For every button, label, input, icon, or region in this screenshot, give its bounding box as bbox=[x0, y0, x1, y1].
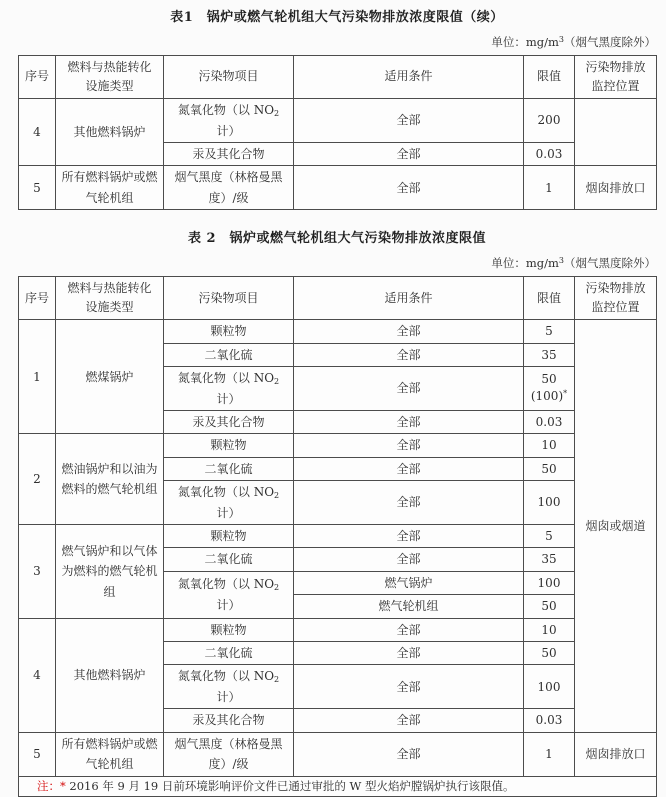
cell-limit: 35 bbox=[524, 343, 575, 366]
cell-pollutant-nox bbox=[164, 571, 294, 618]
cell-pollutant-nox bbox=[164, 99, 294, 143]
unit-superscript: 3 bbox=[558, 35, 564, 44]
cell-limit: 1 bbox=[524, 166, 575, 210]
header-facility-line1: 燃料与热能转化 bbox=[67, 59, 152, 74]
cell-pollutant-nox bbox=[164, 665, 294, 709]
nox-post: 计） bbox=[216, 123, 241, 138]
table-row bbox=[19, 166, 657, 210]
nox-pre: 氮氧化物（以 NO bbox=[177, 577, 275, 592]
cell-facility: 所有燃料锅炉或燃气轮机组 bbox=[56, 732, 164, 776]
nox-sub: 2 bbox=[274, 109, 280, 118]
table1-title: 表1 锅炉或燃气轮机组大气污染物排放浓度限值（续） bbox=[170, 10, 504, 25]
cell-serial: 4 bbox=[19, 618, 56, 732]
footnote-row bbox=[19, 776, 657, 796]
cell-limit: 35 bbox=[524, 548, 575, 571]
nox-pre: 氮氧化物（以 NO bbox=[177, 669, 275, 684]
cell-pollutant-nox bbox=[164, 366, 294, 410]
cell-condition: 全部 bbox=[294, 548, 524, 571]
cell-pollutant: 颗粒物 bbox=[164, 320, 294, 343]
nox-sub: 2 bbox=[274, 376, 280, 386]
table2-unit-label bbox=[18, 255, 656, 271]
cell-pollutant: 二氧化硫 bbox=[164, 457, 294, 480]
limit-line1: 50 bbox=[541, 372, 557, 387]
cell-condition: 全部 bbox=[294, 366, 524, 410]
limit-line2 bbox=[528, 388, 570, 405]
cell-pollutant: 二氧化硫 bbox=[164, 343, 294, 366]
cell-limit: 0.03 bbox=[524, 142, 575, 165]
header-limit: 限值 bbox=[524, 277, 575, 320]
cell-limit: 100 bbox=[524, 665, 575, 709]
header-pollutant: 污染物项目 bbox=[164, 277, 294, 320]
cell-serial: 1 bbox=[19, 320, 56, 434]
table-row bbox=[19, 732, 657, 776]
cell-pollutant: 颗粒物 bbox=[164, 618, 294, 641]
cell-pollutant: 二氧化硫 bbox=[164, 548, 294, 571]
cell-pollutant: 颗粒物 bbox=[164, 525, 294, 548]
nox-pre: 氮氧化物（以 NO bbox=[177, 370, 275, 385]
nox-post: 计） bbox=[216, 391, 241, 406]
cell-serial: 3 bbox=[19, 525, 56, 619]
cell-limit: 100 bbox=[524, 571, 575, 594]
cell-facility: 所有燃料锅炉或燃气轮机组 bbox=[56, 166, 164, 210]
cell-condition: 全部 bbox=[294, 410, 524, 433]
unit-suffix: （烟气黑度除外） bbox=[564, 35, 656, 49]
footnote-marker: 注：* bbox=[37, 779, 66, 794]
cell-serial: 4 bbox=[19, 99, 56, 166]
table-row bbox=[19, 320, 657, 343]
header-monitor-line2: 监控位置 bbox=[591, 79, 640, 93]
limit-paren: (100) bbox=[530, 389, 564, 404]
cell-facility: 燃煤锅炉 bbox=[56, 320, 164, 434]
cell-monitor-merged: 烟囱或烟道 bbox=[575, 320, 657, 733]
header-limit: 限值 bbox=[524, 56, 575, 99]
cell-limit: 0.03 bbox=[524, 709, 575, 732]
nox-sub: 2 bbox=[274, 675, 280, 685]
table1-header-row bbox=[19, 56, 657, 99]
cell-condition: 燃气轮机组 bbox=[294, 595, 524, 618]
cell-pollutant: 汞及其化合物 bbox=[164, 709, 294, 732]
table1-unit-label bbox=[18, 34, 656, 50]
nox-post: 计） bbox=[216, 505, 241, 520]
nox-post: 计） bbox=[216, 690, 241, 705]
cell-serial: 5 bbox=[19, 166, 56, 210]
cell-pollutant: 烟气黑度（林格曼黑度）/级 bbox=[164, 732, 294, 776]
cell-limit: 50 bbox=[524, 457, 575, 480]
table-row bbox=[19, 525, 657, 548]
cell-serial: 2 bbox=[19, 434, 56, 525]
cell-facility: 燃油锅炉和以油为燃料的燃气轮机组 bbox=[56, 434, 164, 525]
cell-limit: 5 bbox=[524, 320, 575, 343]
header-monitor-line1: 污染物排放 bbox=[585, 59, 646, 74]
header-serial: 序号 bbox=[19, 277, 56, 320]
header-monitor-line1: 污染物排放 bbox=[585, 280, 646, 295]
table2-title: 表 2 锅炉或燃气轮机组大气污染物排放浓度限值 bbox=[187, 231, 487, 247]
cell-facility: 其他燃料锅炉 bbox=[56, 99, 164, 166]
cell-limit: 200 bbox=[524, 99, 575, 143]
header-facility bbox=[56, 56, 164, 99]
cell-condition: 全部 bbox=[294, 642, 524, 665]
limit-asterisk: * bbox=[563, 389, 568, 399]
table2-emission-limits bbox=[18, 276, 657, 796]
header-monitor bbox=[575, 277, 657, 320]
cell-serial: 5 bbox=[19, 732, 56, 776]
header-monitor-line2: 监控位置 bbox=[591, 300, 640, 315]
cell-limit: 50 bbox=[524, 642, 575, 665]
cell-pollutant: 汞及其化合物 bbox=[164, 142, 294, 165]
table-row bbox=[19, 618, 657, 641]
header-condition: 适用条件 bbox=[294, 56, 524, 99]
cell-limit: 50 bbox=[524, 595, 575, 618]
table-row bbox=[19, 99, 657, 143]
cell-condition: 全部 bbox=[294, 618, 524, 641]
header-serial: 序号 bbox=[19, 56, 56, 99]
cell-condition: 全部 bbox=[294, 457, 524, 480]
cell-pollutant-nox bbox=[164, 481, 294, 525]
cell-facility: 其他燃料锅炉 bbox=[56, 618, 164, 732]
cell-limit: 5 bbox=[524, 525, 575, 548]
cell-condition: 全部 bbox=[294, 481, 524, 525]
unit-suffix: （烟气黑度除外） bbox=[564, 256, 656, 271]
cell-condition: 全部 bbox=[294, 665, 524, 709]
cell-limit: 100 bbox=[524, 481, 575, 525]
cell-monitor: 烟囱排放口 bbox=[575, 166, 657, 210]
cell-condition: 全部 bbox=[294, 343, 524, 366]
table1-emission-limits-continued bbox=[18, 55, 657, 210]
cell-limit bbox=[524, 366, 575, 410]
cell-condition: 燃气锅炉 bbox=[294, 571, 524, 594]
cell-condition: 全部 bbox=[294, 99, 524, 143]
cell-condition: 全部 bbox=[294, 166, 524, 210]
table-row bbox=[19, 434, 657, 457]
nox-post: 计） bbox=[216, 597, 241, 612]
nox-sub: 2 bbox=[274, 583, 280, 593]
header-monitor bbox=[575, 56, 657, 99]
header-facility-line1: 燃料与热能转化 bbox=[67, 280, 152, 295]
nox-sub: 2 bbox=[274, 491, 280, 501]
header-facility bbox=[56, 277, 164, 320]
table2-header-row bbox=[19, 277, 657, 320]
cell-monitor bbox=[575, 99, 657, 166]
cell-pollutant: 汞及其化合物 bbox=[164, 410, 294, 433]
cell-condition: 全部 bbox=[294, 732, 524, 776]
cell-pollutant: 烟气黑度（林格曼黑度）/级 bbox=[164, 166, 294, 210]
footnote-cell bbox=[19, 776, 657, 796]
cell-limit: 10 bbox=[524, 618, 575, 641]
cell-facility: 燃气锅炉和以气体为燃料的燃气轮机组 bbox=[56, 525, 164, 619]
cell-condition: 全部 bbox=[294, 142, 524, 165]
unit-prefix: 单位：mg/m bbox=[491, 35, 559, 49]
cell-limit: 1 bbox=[524, 732, 575, 776]
nox-pre: 氮氧化物（以 NO bbox=[177, 103, 275, 117]
cell-condition: 全部 bbox=[294, 434, 524, 457]
unit-superscript: 3 bbox=[558, 256, 564, 266]
cell-pollutant: 二氧化硫 bbox=[164, 642, 294, 665]
cell-limit: 10 bbox=[524, 434, 575, 457]
cell-monitor: 烟囱排放口 bbox=[575, 732, 657, 776]
header-facility-line2: 设施类型 bbox=[85, 300, 134, 315]
unit-prefix: 单位：mg/m bbox=[491, 256, 559, 271]
header-facility-line2: 设施类型 bbox=[85, 79, 134, 93]
cell-condition: 全部 bbox=[294, 320, 524, 343]
nox-pre: 氮氧化物（以 NO bbox=[177, 485, 275, 500]
cell-condition: 全部 bbox=[294, 709, 524, 732]
cell-pollutant: 颗粒物 bbox=[164, 434, 294, 457]
header-pollutant: 污染物项目 bbox=[164, 56, 294, 99]
header-condition: 适用条件 bbox=[294, 277, 524, 320]
cell-condition: 全部 bbox=[294, 525, 524, 548]
footnote-text: 2016 年 9 月 19 日前环境影响评价文件已通过审批的 W 型火焰炉膛锅炉执行该限值。 bbox=[65, 779, 515, 794]
cell-limit: 0.03 bbox=[524, 410, 575, 433]
